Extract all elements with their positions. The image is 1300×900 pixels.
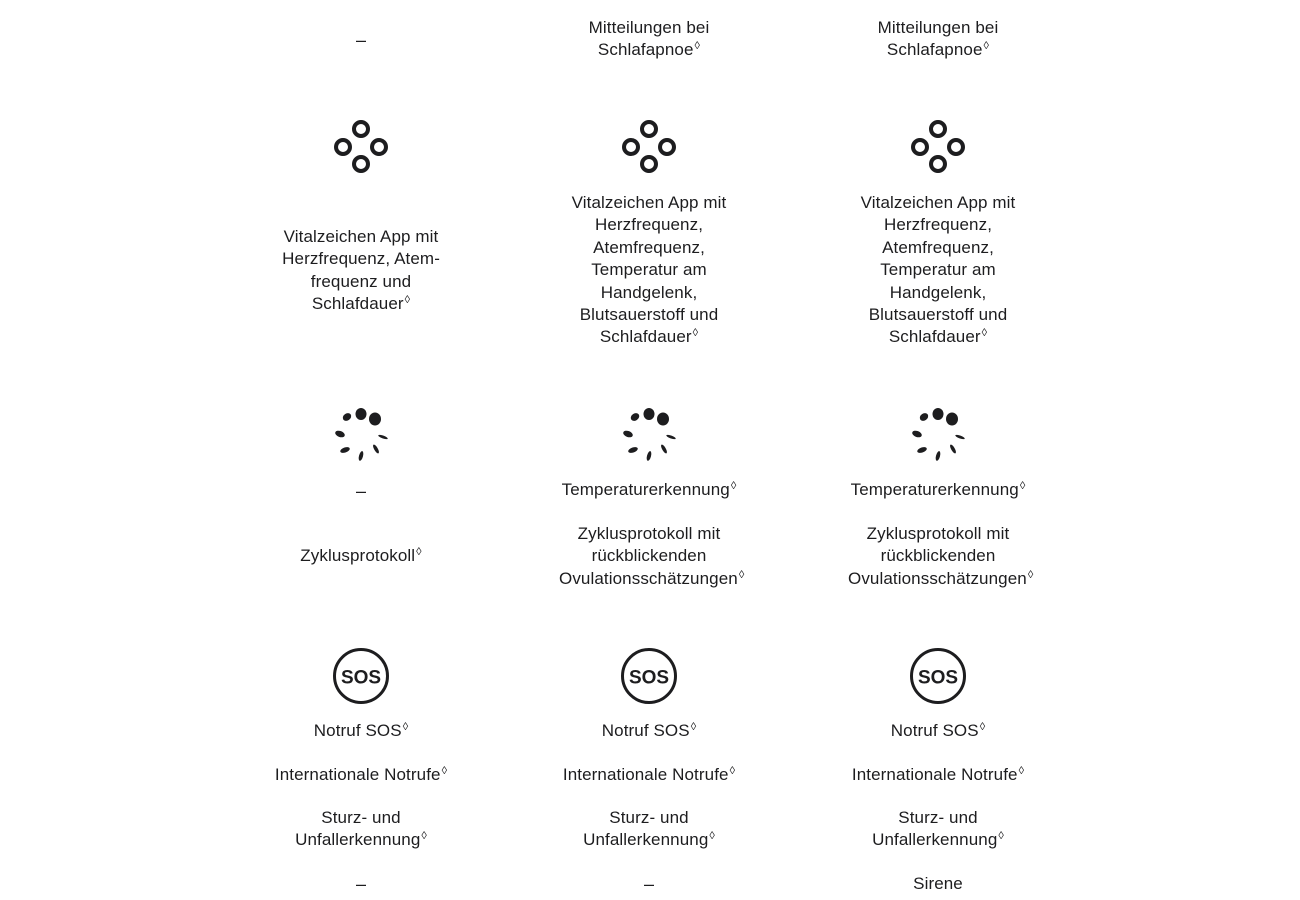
temperature-sensing-value: – <box>355 481 367 501</box>
sleep-apnea-value: – <box>355 30 367 50</box>
siren-value: – <box>643 874 655 894</box>
cycle-tracking-icon <box>908 405 968 465</box>
vitals-rings-icon <box>331 118 391 178</box>
cycle-tracking-text: Zyklusprotokoll◊ <box>300 546 422 565</box>
sos-icon <box>908 646 968 706</box>
fall-crash-detection-text: Sturz- und Unfallerkennung◊ <box>295 808 427 850</box>
sleep-apnea-text: Mitteilungen bei Schlafapnoe◊ <box>877 18 999 60</box>
vitals-rings-icon <box>908 118 968 178</box>
emergency-sos-text: Notruf SOS◊ <box>890 721 986 740</box>
sos-icon-label: SOS <box>340 667 382 689</box>
international-emergency-text: Internationale Notrufe◊ <box>851 765 1025 784</box>
sos-icon <box>331 646 391 706</box>
temperature-sensing-text: Temperaturerkennung◊ <box>850 480 1026 499</box>
sleep-apnea-text: Mitteilungen bei Schlafapnoe◊ <box>588 18 710 60</box>
siren-value: – <box>355 874 367 894</box>
vitals-app-text: Vitalzeichen App mit Herzfrequenz, Atemfrequenz, Temperatur am Handgelenk, Blutsauerstoff und Schlafdauer◊ <box>571 193 727 347</box>
temperature-sensing-text: Temperaturerkennung◊ <box>561 480 737 499</box>
emergency-sos-text: Notruf SOS◊ <box>601 721 697 740</box>
cycle-tracking-text: Zyklusprotokoll mit rückblickenden Ovulationsschätzungen◊ <box>559 524 745 588</box>
cycle-tracking-icon <box>619 405 679 465</box>
fall-crash-detection-text: Sturz- und Unfallerkennung◊ <box>872 808 1004 850</box>
cycle-tracking-text: Zyklusprotokoll mit rückblickenden Ovulationsschätzungen◊ <box>848 524 1034 588</box>
vitals-app-text: Vitalzeichen App mit Herzfrequenz, Atemfrequenz und Schlafdauer◊ <box>282 227 440 314</box>
sos-icon-label: SOS <box>628 667 670 689</box>
international-emergency-text: Internationale Notrufe◊ <box>274 765 448 784</box>
sos-icon <box>619 646 679 706</box>
sos-icon-label: SOS <box>917 667 959 689</box>
international-emergency-text: Internationale Notrufe◊ <box>562 765 736 784</box>
emergency-sos-text: Notruf SOS◊ <box>313 721 409 740</box>
vitals-rings-icon <box>619 118 679 178</box>
siren-value: Sirene <box>913 874 963 893</box>
vitals-app-text: Vitalzeichen App mit Herzfrequenz, Atemfrequenz, Temperatur am Handgelenk, Blutsauerstoff und Schlafdauer◊ <box>860 193 1016 347</box>
cycle-tracking-icon <box>331 405 391 465</box>
fall-crash-detection-text: Sturz- und Unfallerkennung◊ <box>583 808 715 850</box>
